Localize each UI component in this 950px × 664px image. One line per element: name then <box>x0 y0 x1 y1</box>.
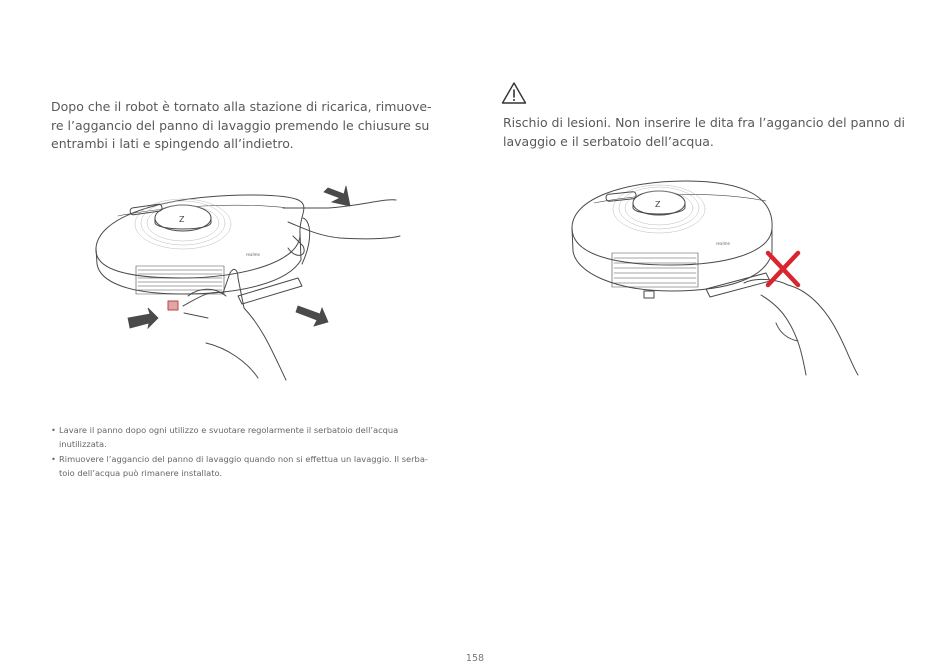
note-line: Lavare il panno dopo ogni utilizzo e svuotare regolarmente il serbatoio dell’acqua <box>59 425 399 435</box>
warning-line: lavaggio e il serbatoio dell’acqua. <box>503 133 714 149</box>
prohibited-x-icon <box>768 253 798 285</box>
robot-brand-label: realme <box>716 241 730 246</box>
finger-hazard-illustration <box>566 173 881 378</box>
instruction-line: re l’aggancio del panno di lavaggio premendo le chiusure su <box>51 117 430 133</box>
note-line: Rimuovere l’aggancio del panno di lavaggio quando non si effettua un lavaggio. Il serba- <box>59 453 428 464</box>
robot-model-label: Z <box>655 200 661 209</box>
right-warning-text <box>503 114 905 151</box>
note-line: inutilizzata. <box>59 439 107 450</box>
robot-model-label: Z <box>179 215 185 224</box>
robot-brand-label: realme <box>246 252 260 257</box>
mop-latch <box>168 301 178 310</box>
warning-line: Rischio di lesioni. Non inserire le dita fra l’aggancio del panno di <box>503 115 906 130</box>
notes-list <box>51 423 428 480</box>
warning-icon <box>501 81 527 105</box>
instruction-line: entrambi i lati e spingendo all’indietro. <box>51 136 294 151</box>
left-instruction-text <box>51 98 432 154</box>
list-item <box>51 423 428 452</box>
instruction-line: Dopo che il robot è tornato alla stazione di ricarica, rimuove- <box>51 99 432 114</box>
page-number: 158 <box>465 653 485 664</box>
note-line: toio dell’acqua può rimanere installato. <box>59 467 223 478</box>
mop-removal-illustration <box>88 178 408 383</box>
water-tank-vents <box>612 253 698 287</box>
hand <box>744 279 858 375</box>
list-item <box>51 452 428 481</box>
